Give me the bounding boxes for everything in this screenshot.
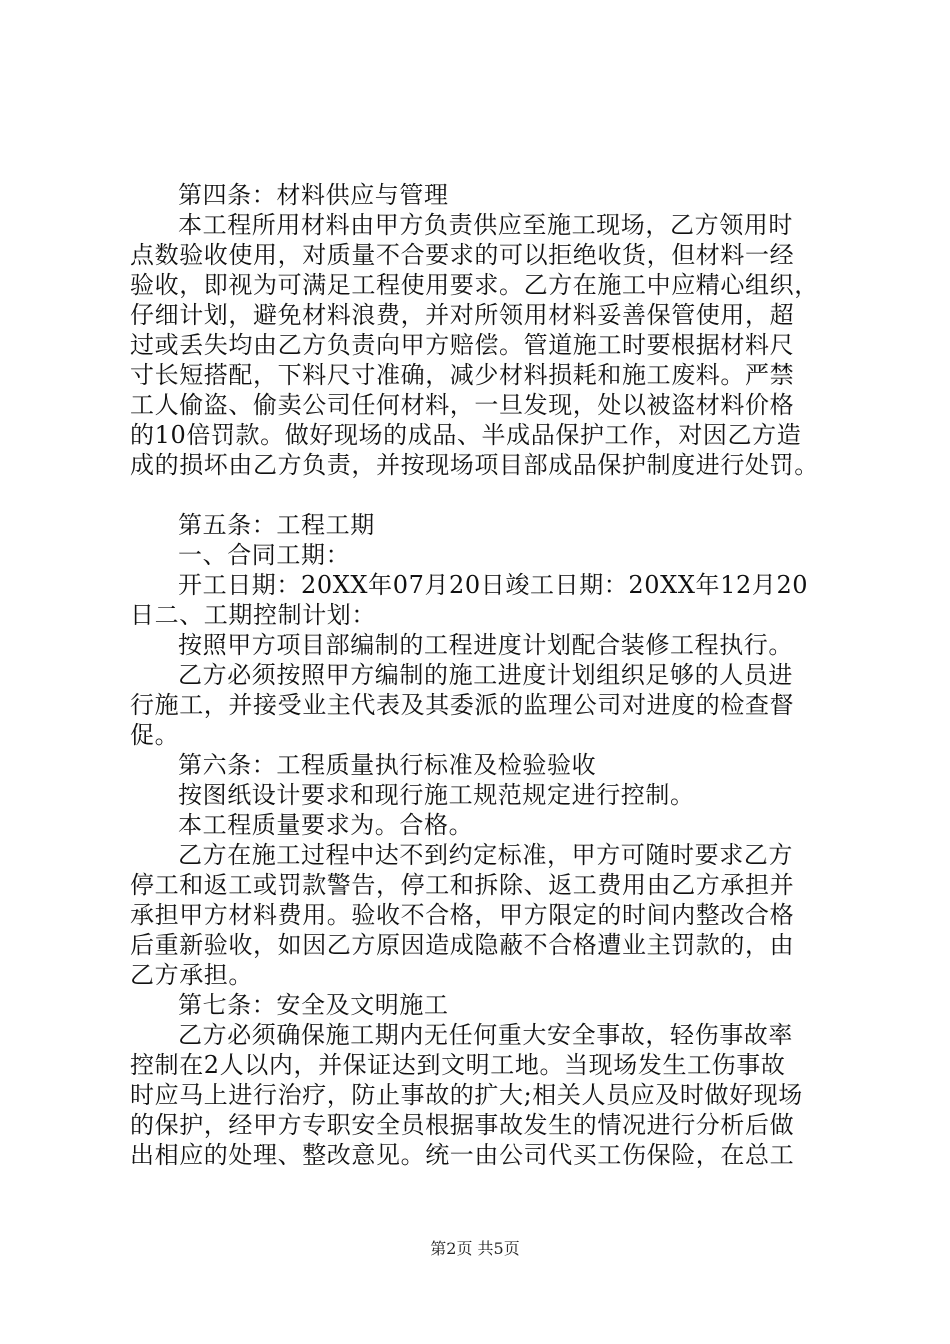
paragraph-line: 第六条：工程质量执行标准及检验验收 (178, 751, 597, 779)
paragraph-line: 本工程质量要求为。合格。 (178, 811, 474, 839)
paragraph-line: 出相应的处理、整改意见。统一由公司代买工伤保险，在总工 (130, 1141, 795, 1169)
paragraph-line: 乙方必须确保施工期内无任何重大安全事故，轻伤事故率 (178, 1021, 793, 1049)
paragraph-line: 验收，即视为可满足工程使用要求。乙方在施工中应精心组织， (130, 271, 819, 299)
paragraph-line: 一、合同工期： (178, 541, 351, 569)
paragraph-line: 行施工，并接受业主代表及其委派的监理公司对进度的检查督 (130, 691, 795, 719)
paragraph-line: 承担甲方材料费用。验收不合格，甲方限定的时间内整改合格 (130, 901, 795, 929)
paragraph-line: 按图纸设计要求和现行施工规范规定进行控制。 (178, 781, 695, 809)
paragraph-line: 时应马上进行治疗，防止事故的扩大;相关人员应及时做好现场 (130, 1081, 803, 1109)
paragraph-line: 的保护，经甲方专职安全员根据事故发生的情况进行分析后做 (130, 1111, 795, 1139)
paragraph-line: 第四条：材料供应与管理 (178, 181, 449, 209)
paragraph-line: 开工日期：20XX年07月20日竣工日期：20XX年12月20 (178, 571, 809, 599)
paragraph-line: 过或丢失均由乙方负责向甲方赔偿。管道施工时要根据材料尺 (130, 331, 795, 359)
paragraph-line: 按照甲方项目部编制的工程进度计划配合装修工程执行。 (178, 631, 793, 659)
paragraph-line: 后重新验收，如因乙方原因造成隐蔽不合格遭业主罚款的，由 (130, 931, 795, 959)
paragraph-line: 的10倍罚款。做好现场的成品、半成品保护工作，对因乙方造 (130, 421, 802, 449)
paragraph-line: 成的损坏由乙方负责，并按现场项目部成品保护制度进行处罚。 (130, 451, 819, 479)
paragraph-line: 第七条：安全及文明施工 (178, 991, 449, 1019)
paragraph-line: 控制在2人以内，并保证达到文明工地。当现场发生工伤事故 (130, 1051, 786, 1079)
paragraph-line: 停工和返工或罚款警告，停工和拆除、返工费用由乙方承担并 (130, 871, 795, 899)
paragraph-line: 第五条：工程工期 (178, 511, 375, 539)
page-footer: 第2页 共5页 (430, 1239, 520, 1258)
paragraph-line: 乙方必须按照甲方编制的施工进度计划组织足够的人员进 (178, 661, 793, 689)
paragraph-line: 仔细计划，避免材料浪费，并对所领用材料妥善保管使用，超 (130, 301, 795, 329)
paragraph-line: 日二、工期控制计划： (130, 601, 376, 629)
paragraph-line: 促。 (130, 721, 180, 749)
paragraph-line: 点数验收使用，对质量不合要求的可以拒绝收货，但材料一经 (130, 241, 795, 269)
paragraph-line: 寸长短搭配，下料尺寸准确，减少材料损耗和施工废料。严禁 (130, 361, 795, 389)
paragraph-line: 本工程所用材料由甲方负责供应至施工现场，乙方领用时 (178, 211, 793, 239)
paragraph-line: 乙方在施工过程中达不到约定标准，甲方可随时要求乙方 (178, 841, 793, 869)
paragraph-line: 工人偷盗、偷卖公司任何材料，一旦发现，处以被盗材料价格 (130, 391, 795, 419)
paragraph-line: 乙方承担。 (130, 961, 253, 989)
